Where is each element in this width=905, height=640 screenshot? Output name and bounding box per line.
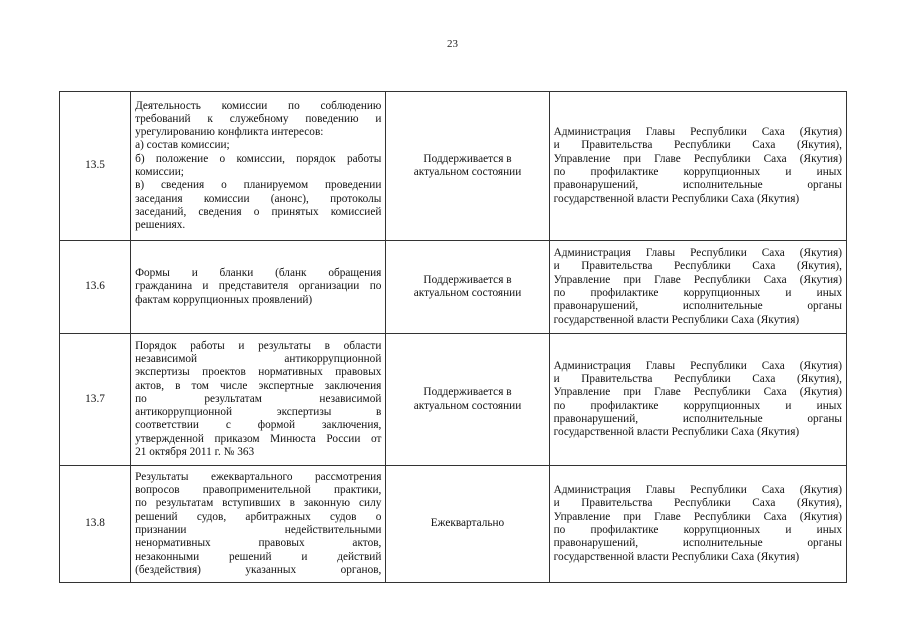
item-status: Поддерживается в актуальном состоянии bbox=[386, 92, 549, 241]
item-description: Формы и бланки (бланк обращения гражданина и представителя организации по фактам коррупционных проявлений) bbox=[131, 241, 386, 334]
item-status: Поддерживается в актуальном состоянии bbox=[386, 334, 549, 466]
table-row bbox=[60, 241, 847, 334]
table-row bbox=[60, 92, 847, 241]
item-number: 13.6 bbox=[60, 241, 131, 334]
item-description: Деятельность комиссии по соблюдению требований к служебному поведению и урегулированию конфликта интересов: а) состав комиссии; б) положение о комиссии, порядок работы комиссии; в) сведения о планируемом проведении заседания комиссии (анонс), протоколы заседаний, сведения о принятых комиссией решениях. bbox=[131, 92, 386, 241]
item-responsible: Администрация Главы Республики Саха (Якутия) и Правительства Республики Саха (Якутия), Управление при Главе Республики Саха (Якутия) по профилактике коррупционных и иных правонарушений, исполнительные органы государственной власти Республики Саха (Якутия) bbox=[549, 466, 846, 583]
measures-table bbox=[59, 91, 847, 583]
item-number: 13.7 bbox=[60, 334, 131, 466]
table-row bbox=[60, 334, 847, 466]
item-responsible: Администрация Главы Республики Саха (Якутия) и Правительства Республики Саха (Якутия), Управление при Главе Республики Саха (Якутия) по профилактике коррупционных и иных правонарушений, исполнительные органы государственной власти Республики Саха (Якутия) bbox=[549, 241, 846, 334]
table-row bbox=[60, 466, 847, 583]
item-status: Поддерживается в актуальном состоянии bbox=[386, 241, 549, 334]
item-number: 13.5 bbox=[60, 92, 131, 241]
item-status: Ежеквартально bbox=[386, 466, 549, 583]
item-description: Результаты ежеквартального рассмотрения вопросов правоприменительной практики, по результатам вступивших в законную силу решений судов, арбитражных судов о признании недействительными ненормативных правовых актов, незаконными решений и действий (бездействия) указанных органов, bbox=[131, 466, 386, 583]
item-number: 13.8 bbox=[60, 466, 131, 583]
page-number: 23 bbox=[447, 38, 458, 50]
item-description: Порядок работы и результаты в области независимой антикоррупционной экспертизы проектов нормативных правовых актов, в том числе экспертные заключения по результатам независимой антикоррупционной экспертизы в соответствии с формой заключения, утвержденной приказом Минюста России от 21 октября 2011 г. № 363 bbox=[131, 334, 386, 466]
item-responsible: Администрация Главы Республики Саха (Якутия) и Правительства Республики Саха (Якутия), Управление при Главе Республики Саха (Якутия) по профилактике коррупционных и иных правонарушений, исполнительные органы государственной власти Республики Саха (Якутия) bbox=[549, 92, 846, 241]
item-responsible: Администрация Главы Республики Саха (Якутия) и Правительства Республики Саха (Якутия), Управление при Главе Республики Саха (Якутия) по профилактике коррупционных и иных правонарушений, исполнительные органы государственной власти Республики Саха (Якутия) bbox=[549, 334, 846, 466]
